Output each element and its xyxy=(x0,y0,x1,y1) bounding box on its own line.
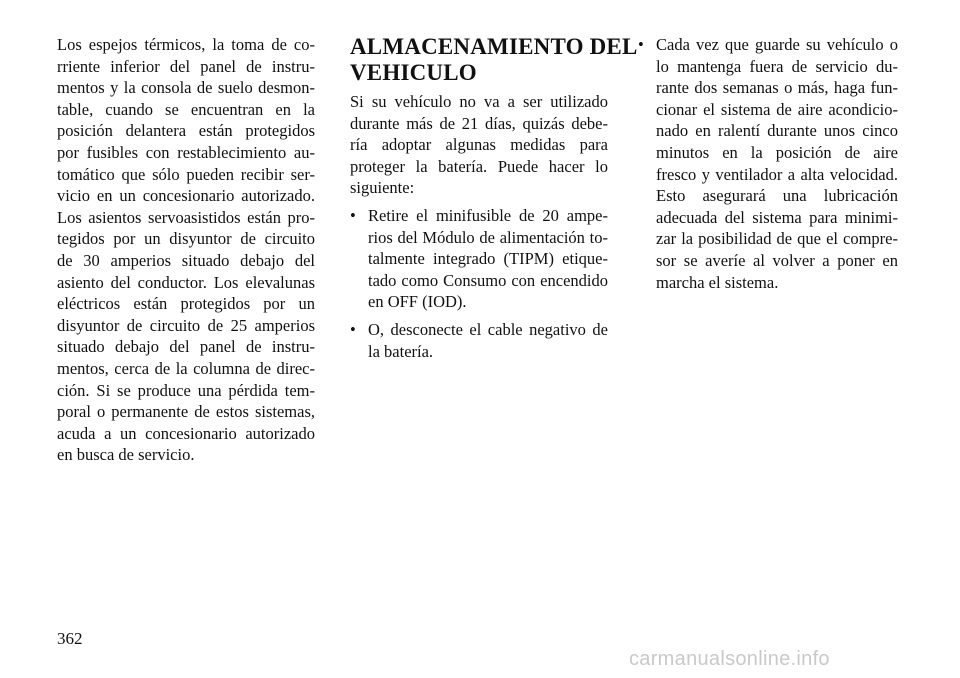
text-line: fresco y ventilador a alta velocidad. xyxy=(656,164,898,184)
text-line: ción. Si se produce una pérdida tem- xyxy=(57,380,315,400)
page-number: 362 xyxy=(57,629,83,648)
text-line: eléctricos están protegidos por un xyxy=(57,294,315,314)
heading-line: ALMACENAMIENTO DEL xyxy=(350,34,638,59)
text-line: zar la posibilidad de que el compre- xyxy=(656,229,898,249)
text-line: en busca de servicio. xyxy=(57,445,195,465)
text-line: rios del Módulo de alimentación to- xyxy=(368,227,608,247)
text-line: O, desconecte el cable negativo de xyxy=(368,319,608,339)
text-line: Retire el minifusible de 20 ampe- xyxy=(368,205,608,225)
paragraph-fuses xyxy=(57,34,315,466)
list-item xyxy=(350,319,608,362)
text-line: cionar el sistema de aire acondicio- xyxy=(656,99,898,119)
section-air-conditioning-note xyxy=(638,34,898,293)
text-line: proteger la batería. Puede hacer lo xyxy=(350,156,608,176)
text-line: tegidos por un disyuntor de circuito xyxy=(57,229,315,249)
text-line: disyuntor de circuito de 25 amperios xyxy=(57,315,315,335)
bullet-icon: • xyxy=(350,205,356,225)
text-line: nado en ralentí durante unos cinco xyxy=(656,121,898,141)
intro-paragraph xyxy=(350,91,608,199)
text-line: situado debajo del panel de instru- xyxy=(57,337,315,357)
list-item xyxy=(638,34,898,293)
section-vehicle-storage xyxy=(350,34,638,362)
bullet-icon: • xyxy=(350,319,356,339)
text-line: minutos en la posición de aire xyxy=(656,142,898,162)
text-line: lo mantenga fuera de servicio du- xyxy=(656,56,898,76)
text-line: de 30 amperios situado debajo del xyxy=(57,250,315,270)
heading-line: VEHICULO xyxy=(350,60,477,85)
text-line: Si su vehículo no va a ser utilizado xyxy=(350,92,608,111)
text-line: rriente inferior del panel de instru- xyxy=(57,56,315,76)
bullet-icon: • xyxy=(638,35,644,54)
text-line: asiento del conductor. Los elevalunas xyxy=(57,272,315,292)
list-item xyxy=(350,205,608,313)
text-line: poral o permanente de estos sistemas, xyxy=(57,402,315,422)
text-line: sor se averíe al volver a poner en xyxy=(656,250,898,270)
text-line: Esto asegurará una lubricación xyxy=(656,186,898,206)
text-line: rante dos semanas o más, haga fun- xyxy=(656,78,898,98)
text-line: posición delantera están protegidos xyxy=(57,121,315,141)
text-line: talmente integrado (TIPM) etique- xyxy=(368,249,608,269)
text-line: siguiente: xyxy=(350,178,415,198)
text-line: Cada vez que guarde su vehículo o xyxy=(656,35,898,54)
text-line: tomático que sólo pueden recibir ser- xyxy=(57,164,315,184)
text-line: en OFF (IOD). xyxy=(368,292,467,312)
text-line: table, cuando se encuentran en la xyxy=(57,99,315,119)
text-line: por fusibles con restablecimiento au- xyxy=(57,142,315,162)
text-line: la batería. xyxy=(368,341,434,361)
section-heading xyxy=(350,34,638,86)
text-line: tado como Consumo con encendido xyxy=(368,270,608,290)
text-line: acuda a un concesionario autorizado xyxy=(57,423,315,443)
watermark: carmanualsonline.info xyxy=(629,648,830,670)
text-line: durante más de 21 días, quizás debe- xyxy=(350,113,608,133)
text-line: ría adoptar algunas medidas para xyxy=(350,135,608,155)
text-line: adecuada del sistema para minimi- xyxy=(656,207,898,227)
text-line: vicio en un concesionario autorizado. xyxy=(57,186,315,206)
text-line: Los asientos servoasistidos están pro- xyxy=(57,207,315,227)
text-line: mentos, cerca de la columna de direc- xyxy=(57,358,315,378)
text-line: mentos y la consola de suelo desmon- xyxy=(57,78,315,98)
text-line: Los espejos térmicos, la toma de co- xyxy=(57,35,315,54)
text-line: marcha el sistema. xyxy=(656,272,779,292)
